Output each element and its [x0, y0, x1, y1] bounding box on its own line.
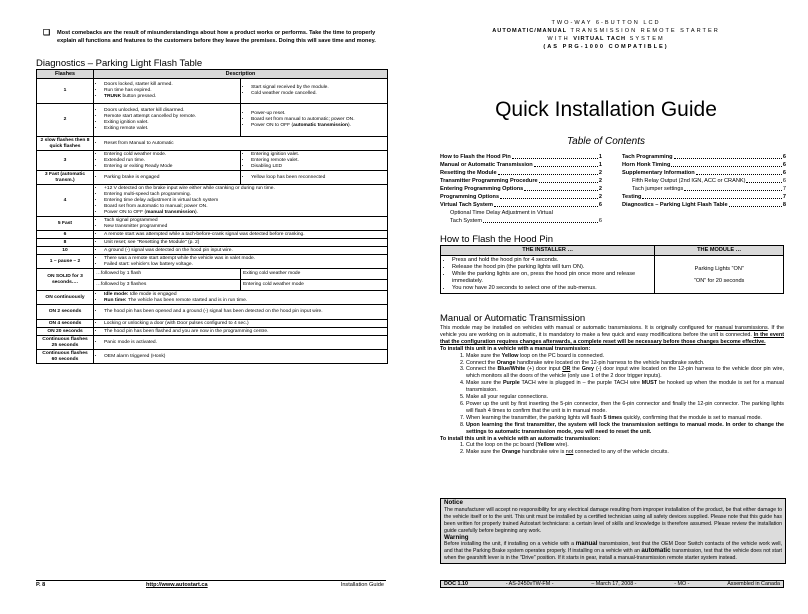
list-item: 5. Make all your regular connections. — [466, 394, 784, 401]
assembled-label: Assembled in Canada — [727, 581, 780, 587]
left-footer — [36, 580, 386, 588]
table-row: 8 • Unit reset; see "Resetting the Module" (p. 2) — [37, 239, 388, 247]
table-row: ON continuously • Idle mode: Idle mode is engaged • Run time: The vehicle has been remote started and is in run time. — [37, 291, 388, 305]
list-item: 1. Cut the loop on the pc board (Yellow wire). — [466, 442, 784, 449]
toc-item[interactable]: Diagnostics – Parking Light Flash Table 8 — [622, 202, 786, 208]
table-row: ON SOLID for 3 seconds…. …followed by 1 flash Exiting cold weather mode — [37, 269, 388, 280]
list-item: 2. Make sure the Orange handbrake wire is not connected to any of the vehicle circuits. — [466, 449, 784, 456]
table-row: 6 • A remote start was attempted while a tach-before-crank signal was detected before cranking. — [37, 231, 388, 239]
right-page — [404, 0, 808, 614]
table-row: 1 • Doors locked, starter kill armed. • Run time has expired. • TRUNK button pressed. • Start signal received by the module. • Cold weather mode cancelled. — [37, 79, 388, 104]
table-row: 2 slow flashes then 8 quick flashes • Reset from Manual to Automatic — [37, 137, 388, 151]
table-row: 2 • Doors unlocked, starter kill disarmed. • Remote start attempt cancelled by remote. • Exiting ignition valet. • Exiting remote valet. • Power-up reset. • Board set from manual to automatic; power ON. • Power ON to OFF (automatic transmission). — [37, 104, 388, 137]
warning-text: Before installing the unit, if installing on a vehicle with a manual transmission, test that the OEM Door Switch contacts of the vehicle work well, and that the Parking Brake system operates properly. If installing on a vehicle with an automatic transmission, test that the vehicle does not start when the gearshift lever is in the "Drive" position. If it starts in gear, install a manual-transmission remote starter system instead. — [444, 540, 783, 562]
list-item: 4. Make sure the Purple TACH wire is plugged in – the purple TACH wire MUST be hooked up when the module is set for a manual transmission. — [466, 380, 784, 394]
notice-text: The manufacturer will accept no responsibility for any electrical damage resulting from improper installation of the product, be that either damage to the vehicle itself or to the unit. This unit must be installed by a certified technician using all safety devices supplied. Please note that this guide has been written for properly trained Autostart technicians: a certain level of skills and knowledge is therefore assumed. Please review the installation guide carefully before beginning any work. — [444, 506, 782, 534]
toc-item[interactable]: Tach Programming 6 — [622, 154, 786, 160]
table-row: …followed by 3 flashes Entering cold weather mode — [37, 280, 388, 291]
toc-item-continued[interactable]: Tach System 6 — [450, 218, 602, 224]
footer-url-link[interactable]: http://www.autostart.ca — [146, 582, 208, 588]
page-title: Quick Installation Guide — [495, 98, 717, 121]
doc-date: – March 17, 2008 - — [591, 581, 637, 587]
toc-item[interactable]: Testing 7 — [622, 194, 786, 200]
toc-item[interactable]: Fifth Relay Output (2nd IGN, ACC or CRANK) 6 — [632, 178, 786, 184]
list-item: 8. Upon learning the first transmitter, the system will lock the transmission settings to manual mode. In order to change the settings to automatic transmission mode, you will need to reset the unit. — [466, 422, 784, 436]
header-installer: THE INSTALLER … — [441, 246, 655, 256]
header-line-4: (AS PRG-1000 COMPATIBLE) — [543, 44, 669, 50]
hood-pin-table — [440, 245, 784, 294]
warning-title: Warning — [444, 533, 469, 541]
table-row: 3 • Entering cold weather mode. • Extended run time. • Entering or exiting Ready Mode • Entering ignition valet. • Entering remote valet. • Disabling LED — [37, 151, 388, 171]
header-description: Description — [94, 70, 388, 79]
page-number: P. 8 — [36, 582, 46, 588]
top-note: ❑ Most comebacks are the result of misunderstandings about how a product works or performs. Take the time to properly explain all functions and features to the customers before they leave the premises. Doing this will save time and money. — [43, 28, 376, 44]
table-row: 1 – pause – 2 • There was a remote start attempt while the vehicle was in valet mode. • Failed start: vehicle's low battery voltage. — [37, 255, 388, 269]
toc-item[interactable]: Optional Time Delay Adjustment in Virtual — [450, 210, 553, 216]
toc-title: Table of Contents — [566, 136, 646, 147]
header-module: THE MODULE … — [655, 246, 784, 256]
toc-item[interactable]: Manual or Automatic Transmission 1 — [440, 162, 602, 168]
right-footer — [440, 579, 784, 588]
toc-item[interactable]: Horn Honk Timing 6 — [622, 162, 786, 168]
toc-item[interactable]: Supplementary Information 6 — [622, 170, 786, 176]
section-title-hood-pin: How to Flash the Hood Pin — [440, 234, 554, 245]
toc-item[interactable]: Resetting the Module 2 — [440, 170, 602, 176]
table-header-row — [441, 246, 784, 256]
toc-item[interactable]: How to Flash the Hood Pin 1 — [440, 154, 602, 160]
checkbox-icon: ❑ — [43, 28, 51, 37]
auto-heading: To install this unit in a vehicle with an automatic transmission: — [440, 435, 601, 442]
header-flashes: Flashes — [37, 70, 94, 79]
table-row: 10 • A ground (-) signal was detected on the hood pin input wire. — [37, 247, 388, 255]
section-title-transmission: Manual or Automatic Transmission — [440, 313, 586, 324]
transmission-body — [440, 325, 784, 456]
doc-version: DOC 1.10 — [444, 581, 468, 587]
list-item: 7. When learning the transmitter, the parking lights will flash 5 times quickly, confirming that the module is set to manual mode. — [466, 415, 784, 422]
toc-item[interactable]: Tach jumper settings 7 — [632, 186, 786, 192]
table-header-row — [37, 70, 388, 79]
section-title-diagnostics: Diagnostics – Parking Light Flash Table — [36, 58, 203, 69]
auto-steps — [440, 442, 784, 456]
manual-steps — [440, 353, 784, 436]
footer-guide-label: Installation Guide — [340, 582, 384, 588]
toc-item[interactable]: Virtual Tach System 6 — [440, 202, 602, 208]
table-row: 5 Fast • Tach signal programmed • New transmitter programmed — [37, 217, 388, 231]
model-number: - AS-2450vTW-FM - — [505, 581, 554, 587]
notice-box — [440, 498, 786, 564]
parking-light-flash-table — [36, 69, 388, 364]
manual-heading: To install this unit in a vehicle with a manual transmission: — [440, 345, 591, 352]
toc-left-column — [440, 153, 602, 225]
toc-item[interactable]: Programming Options 2 — [440, 194, 602, 200]
toc-item[interactable]: Entering Programming Options 2 — [440, 186, 602, 192]
list-item: 2. Connect the Orange handbrake wire located on the 12-pin harness to the vehicle handbrake switch. — [466, 360, 784, 367]
notice-title: Notice — [444, 499, 463, 506]
table-row: 3 Fast (automatic transm.) • Parking brake is engaged • Yellow loop has been reconnected — [37, 171, 388, 185]
header-line-2: AUTOMATIC/MANUAL TRANSMISSION REMOTE STARTER — [492, 28, 720, 34]
table-row: ON 20 seconds • The hood pin has been flashed and you are now in the programming centre. — [37, 328, 388, 336]
list-item: 1. Make sure the Yellow loop on the PC board is connected. — [466, 353, 784, 360]
table-row: 4 • +12 V detected on the brake input wire either while cranking or during run time. • Entering multi-speed tach programming. • Entering time delay adjustment in virtual tach system • Board set from automatic to manual; power ON. • Power ON to OFF (manual transmission). — [37, 185, 388, 217]
doc-mo: - MO - — [674, 581, 690, 587]
table-row: ON 2 seconds • The hood pin has been opened and a ground (-) signal has been detected on the hood pin input wire. — [37, 305, 388, 320]
transmission-intro: This module may be installed on vehicles with manual or automatic transmissions. It is originally configured for manual transmissions. If the vehicle you are working on is automatic, it is mandatory to make a few quick and easy modifications before the unit is connected. In the event that the configuration requires changes afterwards, a complete reset will be necessary before those changes become effective. — [440, 325, 784, 345]
list-item: 6. Power up the unit by first inserting the 5-pin connector, then the 6-pin connector and finally the 12-pin connector. The parking lights will flash 4 times to confirm that the unit is in manual mode. — [466, 401, 784, 415]
table-row: • Press and hold the hood pin for 4 seconds. • Release the hood pin (the parking lights will turn ON). • While the parking lights are on, press the hood pin once more and release immediately. • You now have 20 seconds to select one of the sub-menus. Parking Lights “ON” “ON” for 20 seconds — [441, 256, 784, 294]
table-row: Continuous flashes 25 seconds • Panic mode is activated. — [37, 336, 388, 350]
toc-right-column — [622, 153, 786, 209]
table-row: ON 4 seconds • Locking or unlocking a door (with Door pulses configured to 4 sec.) — [37, 320, 388, 328]
header-line-1: TWO-WAY 6-BUTTON LCD — [551, 20, 661, 26]
header-line-3: WITH VIRTUAL TACH SYSTEM — [547, 36, 665, 42]
toc-item[interactable]: Transmitter Programming Procedure 2 — [440, 178, 602, 184]
table-row: Continuous flashes 60 seconds • OEM alarm triggered (Honk) — [37, 350, 388, 364]
list-item: 3. Connect the Blue/White (+) door input OR the Grey (-) door input wire located on the 12-pin harness to the vehicle door pin wire, which monitors all the doors of the vehicle (only use 1 of the 2 door trigger inputs). — [466, 366, 784, 380]
